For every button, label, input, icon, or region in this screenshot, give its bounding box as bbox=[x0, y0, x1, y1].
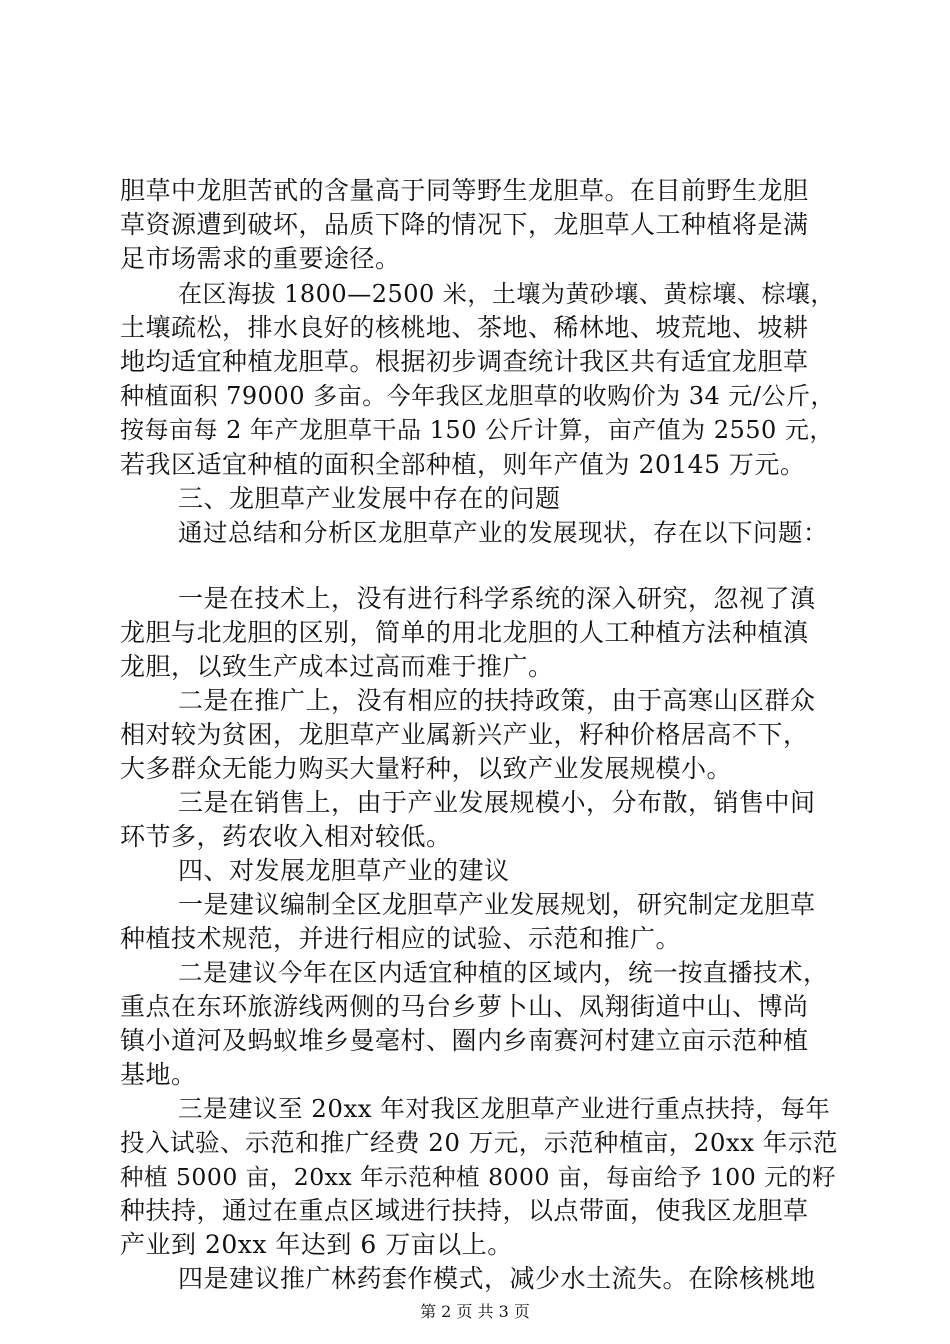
text-line: 种植 5000 亩，20xx 年示范种植 8000 亩，每亩给予 100 元的籽 bbox=[120, 1163, 837, 1191]
text-line: 种植面积 79000 多亩。今年我区龙胆草的收购价为 34 元/公斤， bbox=[120, 382, 835, 410]
text-line: 一是在技术上，没有进行科学系统的深入研究，忽视了滇 bbox=[178, 584, 816, 613]
text-line: 通过总结和分析区龙胆草产业的发展现状，存在以下问题： bbox=[178, 518, 828, 547]
text-line: 三是在销售上，由于产业发展规模小，分布散，销售中间 bbox=[178, 788, 816, 817]
text-line: 若我区适宜种植的面积全部种植，则年产值为 20145 万元。 bbox=[120, 450, 806, 479]
text-line: 种扶持，通过在重点区域进行扶持，以点带面，使我区龙胆草 bbox=[120, 1196, 809, 1225]
text-line: 大多群众无能力购买大量籽种，以致产业发展规模小。 bbox=[120, 754, 733, 783]
text-line: 土壤疏松，排水良好的核桃地、茶地、稀林地、坡荒地、坡耕 bbox=[120, 313, 809, 342]
text-line: 草资源遭到破坏，品质下降的情况下，龙胆草人工种植将是满 bbox=[120, 210, 809, 239]
text-line: 胆草中龙胆苦甙的含量高于同等野生龙胆草。在目前野生龙胆 bbox=[120, 176, 809, 205]
text-line: 相对较为贫困，龙胆草产业属新兴产业，籽种价格居高不下， bbox=[120, 720, 809, 749]
text-line: 地均适宜种植龙胆草。根据初步调查统计我区共有适宜龙胆草 bbox=[120, 347, 809, 376]
section-heading: 四、对发展龙胆草产业的建议 bbox=[178, 856, 510, 885]
text-line: 龙胆，以致生产成本过高而难于推广。 bbox=[120, 652, 554, 681]
text-line: 足市场需求的重要途径。 bbox=[120, 244, 401, 273]
text-line: 二是建议今年在区内适宜种植的区域内，统一按直播技术， bbox=[178, 958, 828, 987]
text-line: 在区海拔 1800—2500 米，土壤为黄砂壤、黄棕壤、棕壤， bbox=[178, 280, 835, 308]
text-line: 四是建议推广林药套作模式，减少水土流失。在除核桃地 bbox=[178, 1264, 816, 1293]
text-line: 一是建议编制全区龙胆草产业发展规划，研究制定龙胆草 bbox=[178, 890, 816, 919]
text-line: 龙胆与北龙胆的区别，简单的用北龙胆的人工种植方法种植滇 bbox=[120, 618, 809, 647]
text-line: 二是在推广上，没有相应的扶持政策，由于高寒山区群众 bbox=[178, 686, 816, 715]
text-line: 三是建议至 20xx 年对我区龙胆草产业进行重点扶持，每年 bbox=[178, 1094, 831, 1123]
text-line: 产业到 20xx 年达到 6 万亩以上。 bbox=[120, 1230, 513, 1259]
page-footer: 第 2 页 共 3 页 bbox=[420, 1302, 530, 1321]
text-line: 投入试验、示范和推广经费 20 万元，示范种植亩，20xx 年示范 bbox=[120, 1128, 838, 1157]
section-heading: 三、龙胆草产业发展中存在的问题 bbox=[178, 484, 561, 513]
text-line: 环节多，药农收入相对较低。 bbox=[120, 822, 452, 851]
text-line: 按每亩每 2 年产龙胆草干品 150 公斤计算，亩产值为 2550 元， bbox=[120, 416, 834, 444]
text-line: 基地。 bbox=[120, 1060, 197, 1089]
text-line: 种植技术规范，并进行相应的试验、示范和推广。 bbox=[120, 924, 682, 953]
text-line: 重点在东环旅游线两侧的马台乡萝卜山、凤翔街道中山、博尚 bbox=[120, 992, 809, 1021]
text-line: 镇小道河及蚂蚁堆乡曼毫村、圈内乡南赛河村建立亩示范种植 bbox=[120, 1026, 809, 1055]
